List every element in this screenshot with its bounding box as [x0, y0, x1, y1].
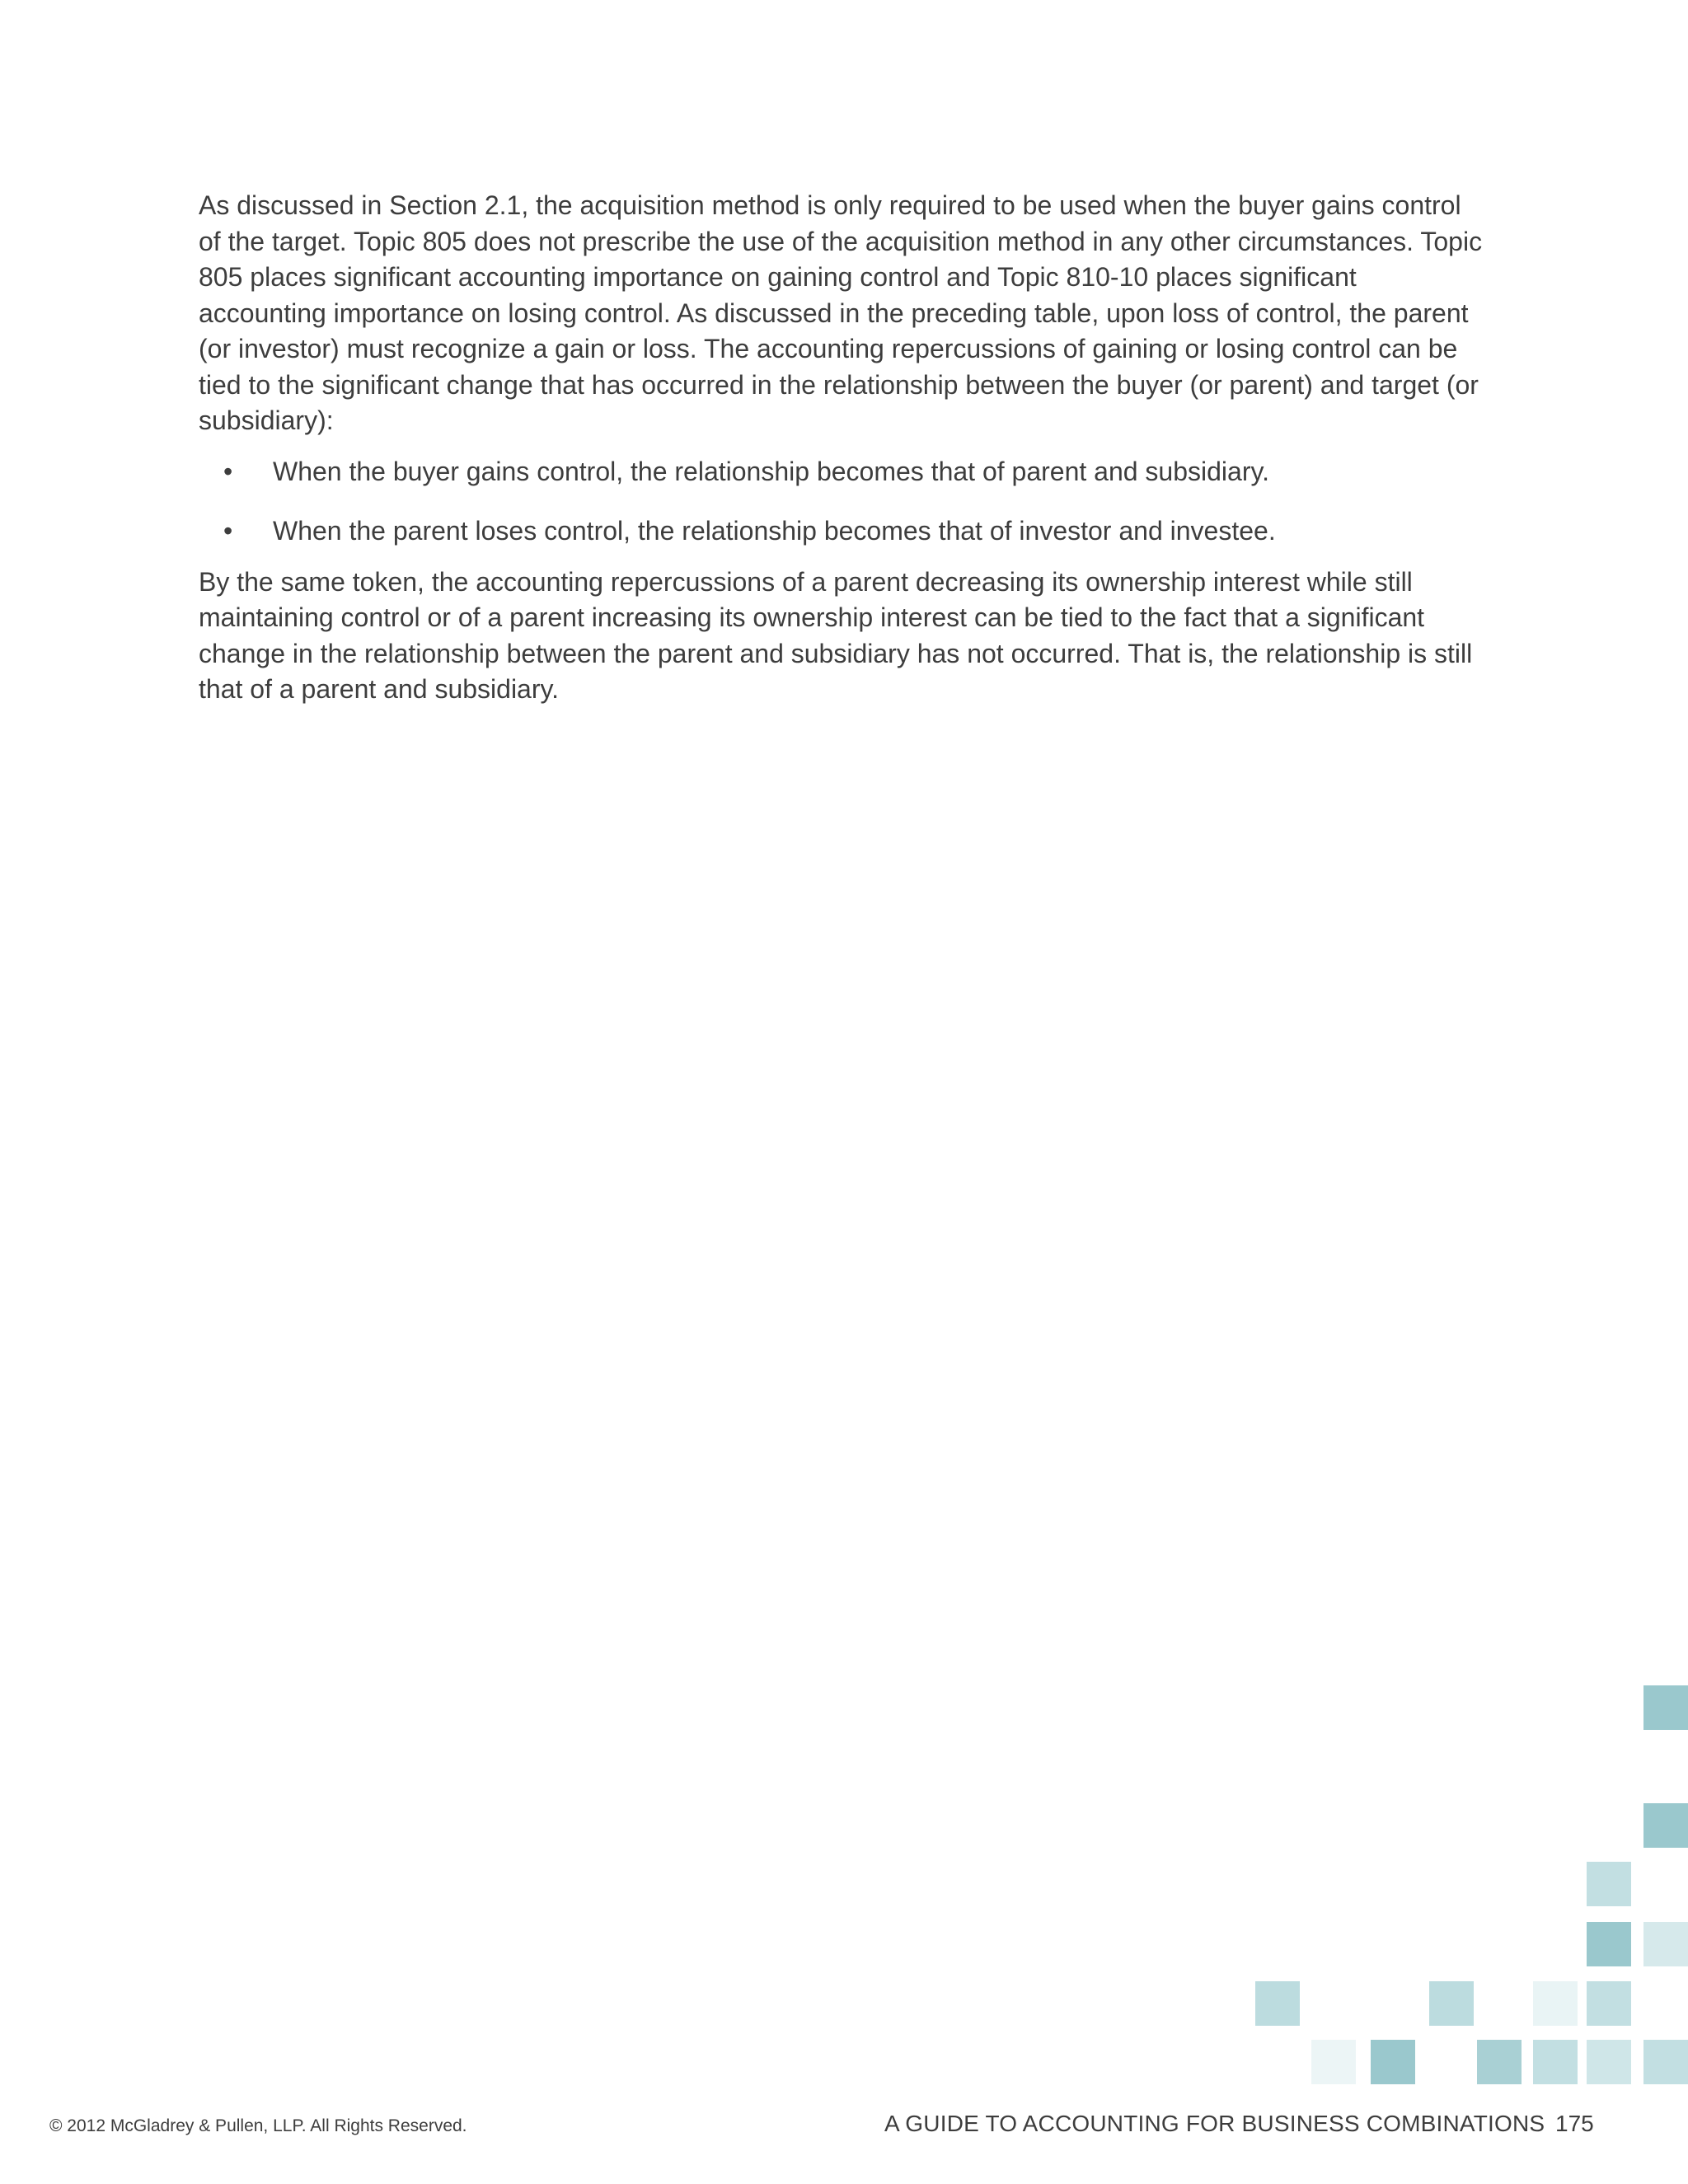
decor-tile	[1429, 1981, 1474, 2026]
decor-tile	[1255, 1981, 1300, 2026]
paragraph-acquisition-method: As discussed in Section 2.1, the acquisition method is only required to be used when the buyer gains control of the target. Topic 805 does not prescribe the use of the acquisition method in any other circumstances. Topic 805 places significant accounting importance on gaining control and Topic 810-10 places significant accounting importance on losing control. As discussed in the preceding table, upon loss of control, the parent (or investor) must recognize a gain or loss. The accounting repercussions of gaining or losing control can be tied to the significant change that has occurred in the relationship between the buyer (or parent) and target (or subsidiary):	[199, 190, 1483, 435]
decor-tile	[1533, 2040, 1578, 2084]
decor-tile	[1643, 1803, 1688, 1848]
footer-guide-title: A GUIDE TO ACCOUNTING FOR BUSINESS COMBINATIONS	[884, 2111, 1545, 2136]
decor-tile	[1587, 1922, 1631, 1966]
bullet-icon: •	[223, 516, 233, 546]
page-number: 175	[1555, 2111, 1594, 2136]
list-item	[199, 454, 1484, 490]
page-body	[199, 188, 1484, 708]
decor-tile	[1643, 1922, 1688, 1966]
list-item	[199, 513, 1484, 550]
decor-tile	[1643, 2040, 1688, 2084]
decor-tile	[1587, 1862, 1631, 1906]
bullet-icon: •	[223, 456, 233, 486]
relationship-bullet-list	[199, 454, 1484, 550]
decor-tile	[1587, 2040, 1631, 2084]
bullet-text: When the buyer gains control, the relationship becomes that of parent and subsidiary.	[273, 456, 1269, 486]
decor-tile	[1477, 2040, 1522, 2084]
decor-tile	[1311, 2040, 1356, 2084]
paragraph-same-token: By the same token, the accounting repercussions of a parent decreasing its ownership interest while still maintaining control or of a parent increasing its ownership interest can be tied to the fact that a significant change in the relationship between the parent and subsidiary has not occurred. That is, the relationship is still that of a parent and subsidiary.	[199, 566, 1473, 704]
decor-tile	[1371, 2040, 1415, 2084]
decor-tile	[1643, 1685, 1688, 1730]
decor-tile	[1587, 1981, 1631, 2026]
decor-tile	[1533, 1981, 1578, 2026]
bullet-text: When the parent loses control, the relationship becomes that of investor and investee.	[273, 516, 1276, 546]
footer-copyright: © 2012 McGladrey & Pullen, LLP. All Rights Reserved.	[49, 2116, 467, 2135]
